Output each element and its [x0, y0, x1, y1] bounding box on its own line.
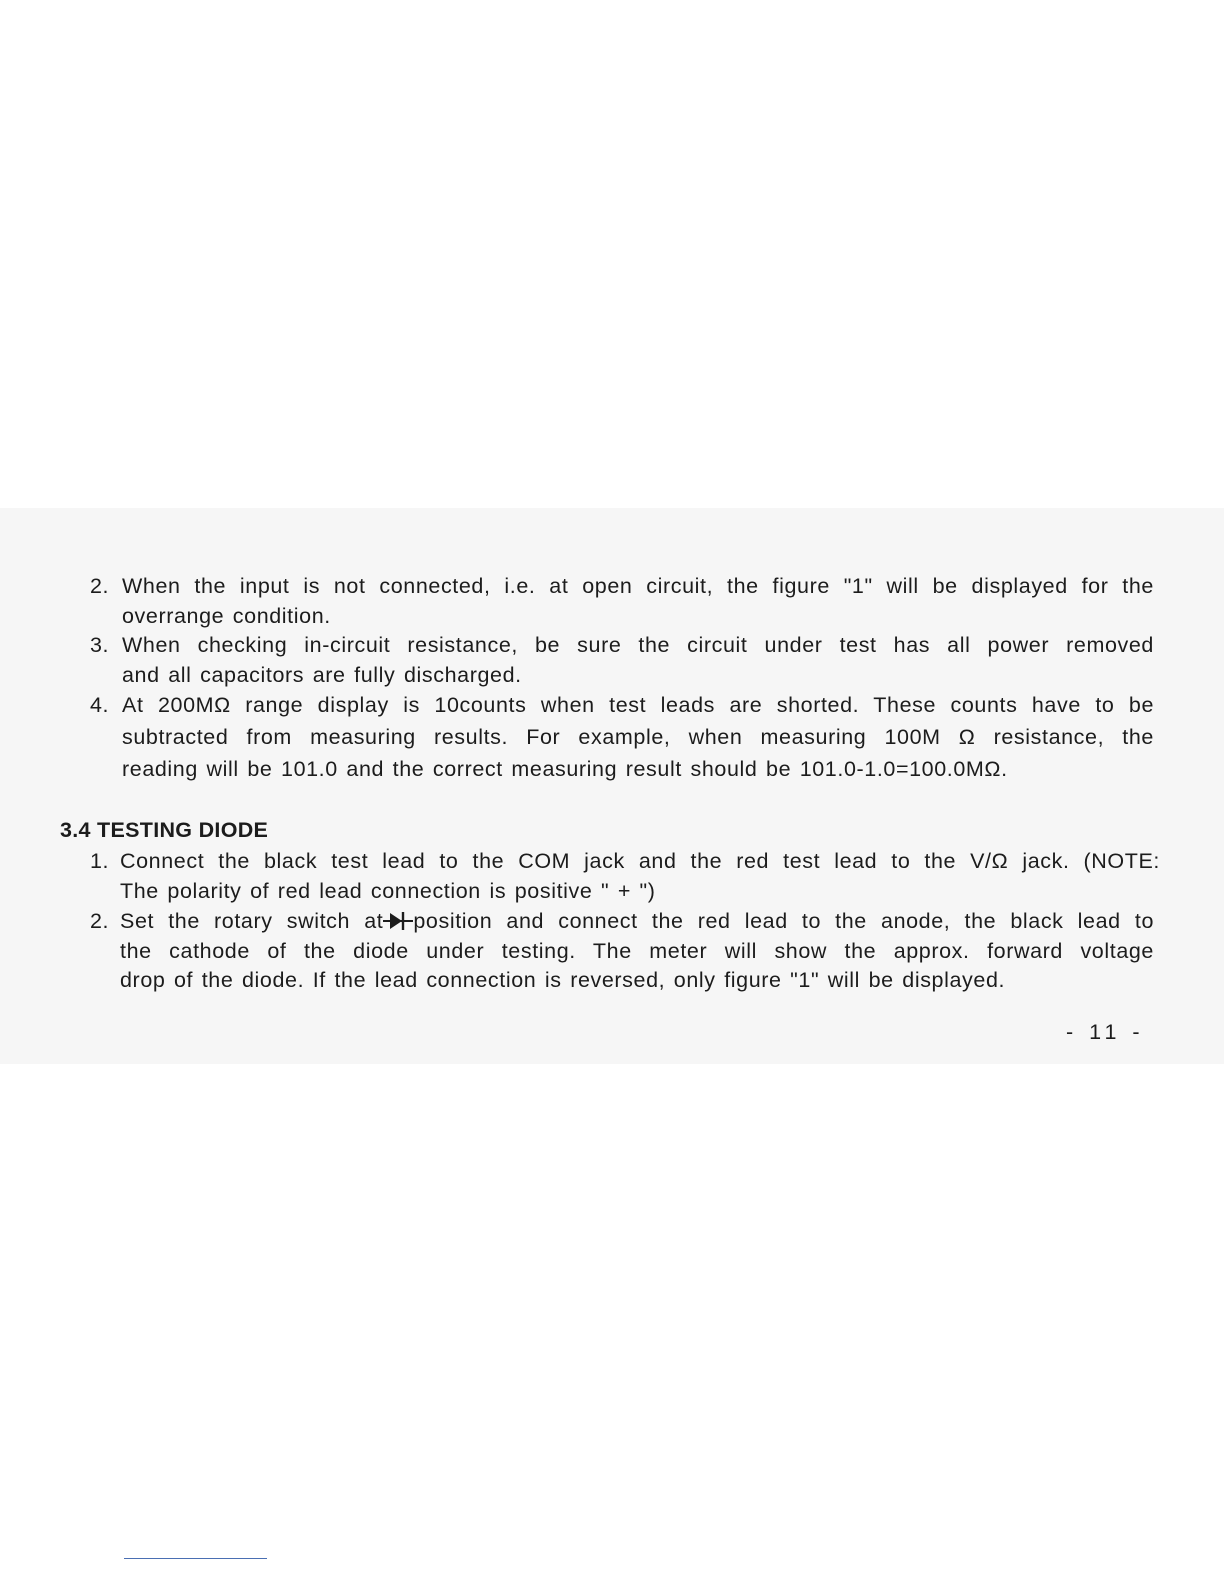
- section-heading: 3.4 TESTING DIODE: [60, 818, 269, 842]
- list-item-line: When checking in-circuit resistance, be sure the circuit under test has all power removed: [122, 633, 1154, 657]
- list-item-line: Connect the black test lead to the COM jack and the red test lead to the V/Ω jack. (NOTE:: [120, 849, 1160, 873]
- list-item: [90, 909, 1154, 1001]
- list-item: [90, 849, 1160, 909]
- list-item-line: the cathode of the diode under testing. The meter will show the approx. forward voltage: [120, 939, 1154, 963]
- list-item-line: drop of the diode. If the lead connection is reversed, only figure "1" will be displayed.: [120, 968, 1006, 992]
- list-item-line: and all capacitors are fully discharged.: [122, 663, 522, 687]
- list-item-line: At 200MΩ range display is 10counts when test leads are shorted. These counts have to be: [122, 693, 1154, 717]
- list-item-line: [120, 909, 1154, 934]
- list-item-line: subtracted from measuring results. For example, when measuring 100M Ω resistance, the: [122, 725, 1154, 749]
- list-item-number: 3.: [90, 633, 110, 657]
- list-item-line: reading will be 101.0 and the correct measuring result should be 101.0-1.0=100.0MΩ.: [122, 757, 1008, 781]
- list-item-line: When the input is not connected, i.e. at open circuit, the figure "1" will be displayed for the: [122, 574, 1154, 598]
- list-item-line: The polarity of red lead connection is positive " + "): [120, 879, 656, 903]
- list-item-number: 2.: [90, 909, 110, 933]
- footer-rule: [124, 1558, 267, 1559]
- list-item-text: Set the rotary switch at: [120, 909, 384, 933]
- list-item-text: position and connect the red lead to the anode, the black lead to: [413, 909, 1154, 933]
- page-number: - 11 -: [1066, 1020, 1145, 1044]
- list-item-number: 4.: [90, 693, 110, 717]
- list-item: [90, 633, 1154, 693]
- list-item: [90, 693, 1154, 789]
- list-item-line: overrange condition.: [122, 604, 331, 628]
- list-item-number: 1.: [90, 849, 110, 873]
- list-item: [90, 574, 1154, 634]
- list-item-number: 2.: [90, 574, 110, 598]
- diode-symbol-icon: [383, 910, 413, 932]
